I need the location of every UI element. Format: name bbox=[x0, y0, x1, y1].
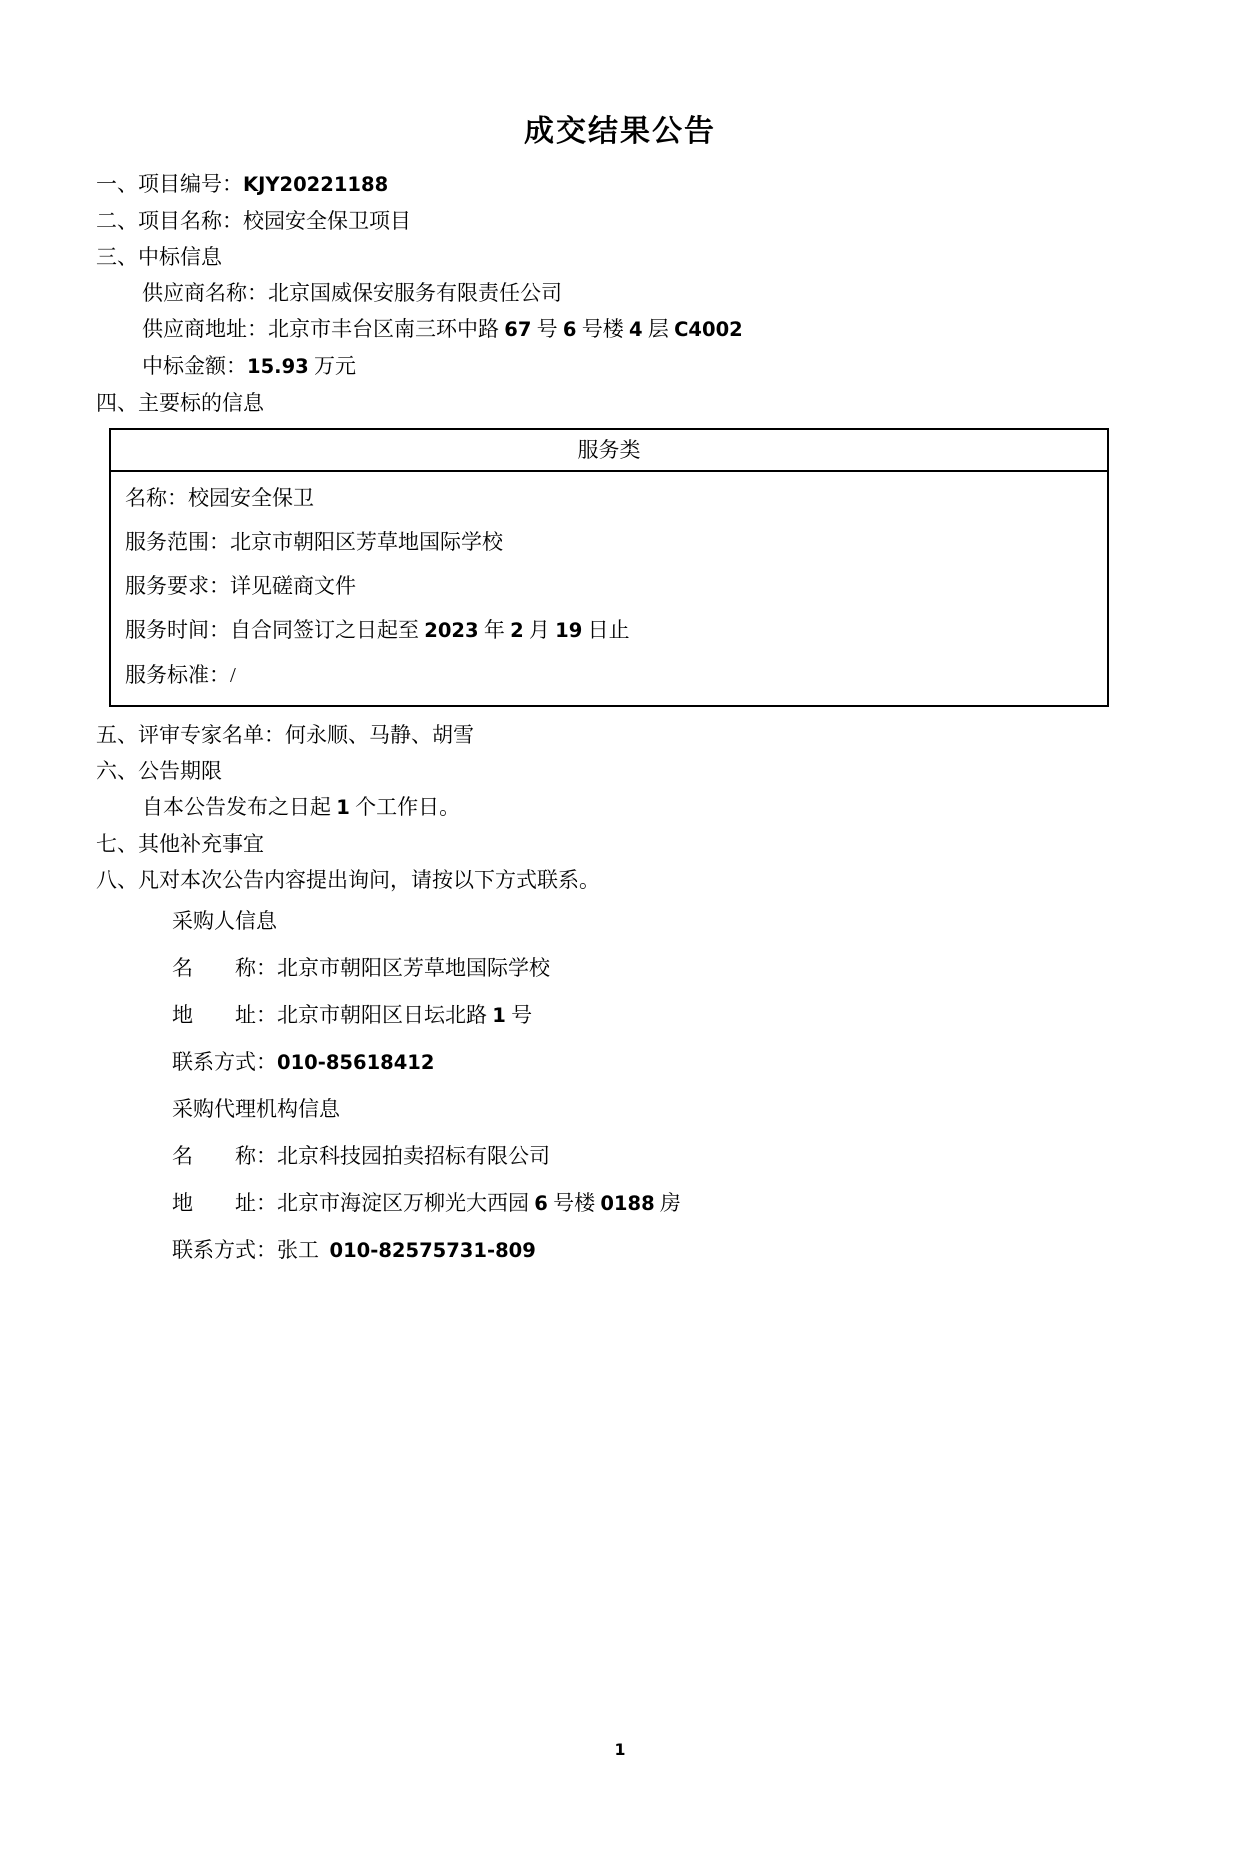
table-row-service-scope: 服务范围：北京市朝阳区芳草地国际学校 bbox=[125, 530, 503, 554]
section-4-heading: 四、主要标的信息 bbox=[96, 391, 264, 415]
table-header-service-category: 服务类 bbox=[111, 430, 1107, 472]
page-number: 1 bbox=[614, 1740, 626, 1759]
purchaser-contact-line: 联系方式：010-85618412 bbox=[172, 1050, 435, 1074]
section-5-experts: 五、评审专家名单：何永顺、马静、胡雪 bbox=[96, 723, 474, 747]
table-row-service-standard: 服务标准：/ bbox=[125, 663, 236, 687]
table-row-name: 名称：校园安全保卫 bbox=[125, 486, 314, 510]
section-2-project-name: 二、项目名称：校园安全保卫项目 bbox=[96, 209, 411, 233]
agency-name-line: 名 称：北京科技园拍卖招标有限公司 bbox=[172, 1144, 550, 1168]
section-7-heading: 七、其他补充事宜 bbox=[96, 832, 264, 856]
main-bid-info-table bbox=[109, 428, 1109, 707]
purchaser-info-heading: 采购人信息 bbox=[172, 909, 277, 933]
document-page bbox=[0, 112, 1240, 1866]
agency-info-heading: 采购代理机构信息 bbox=[172, 1097, 340, 1121]
document-content bbox=[0, 112, 1240, 1274]
supplier-address-line: 供应商地址：北京市丰台区南三环中路 67 号 6 号楼 4 层 C4002 bbox=[142, 317, 743, 341]
supplier-name-line: 供应商名称：北京国威保安服务有限责任公司 bbox=[142, 281, 562, 305]
bid-amount-line: 中标金额：15.93 万元 bbox=[142, 354, 356, 378]
table-body bbox=[111, 472, 1107, 705]
agency-address-line: 地 址：北京市海淀区万柳光大西园 6 号楼 0188 房 bbox=[172, 1191, 681, 1215]
section-3-heading: 三、中标信息 bbox=[96, 245, 222, 269]
section-1-project-number: 一、项目编号：KJY20221188 bbox=[96, 172, 389, 196]
table-row-service-time: 服务时间：自合同签订之日起至 2023 年 2 月 19 日止 bbox=[125, 618, 630, 642]
page-title: 成交结果公告 bbox=[524, 115, 716, 148]
purchaser-name-line: 名 称：北京市朝阳区芳草地国际学校 bbox=[172, 956, 550, 980]
section-8-contact-intro: 八、凡对本次公告内容提出询问，请按以下方式联系。 bbox=[96, 868, 600, 892]
agency-contact-line: 联系方式：张工 010-82575731-809 bbox=[172, 1238, 536, 1262]
section-6-heading: 六、公告期限 bbox=[96, 759, 222, 783]
announcement-period-line: 自本公告发布之日起 1 个工作日。 bbox=[142, 795, 461, 819]
purchaser-address-line: 地 址：北京市朝阳区日坛北路 1 号 bbox=[172, 1003, 533, 1027]
table-row-service-requirement: 服务要求：详见磋商文件 bbox=[125, 574, 356, 598]
